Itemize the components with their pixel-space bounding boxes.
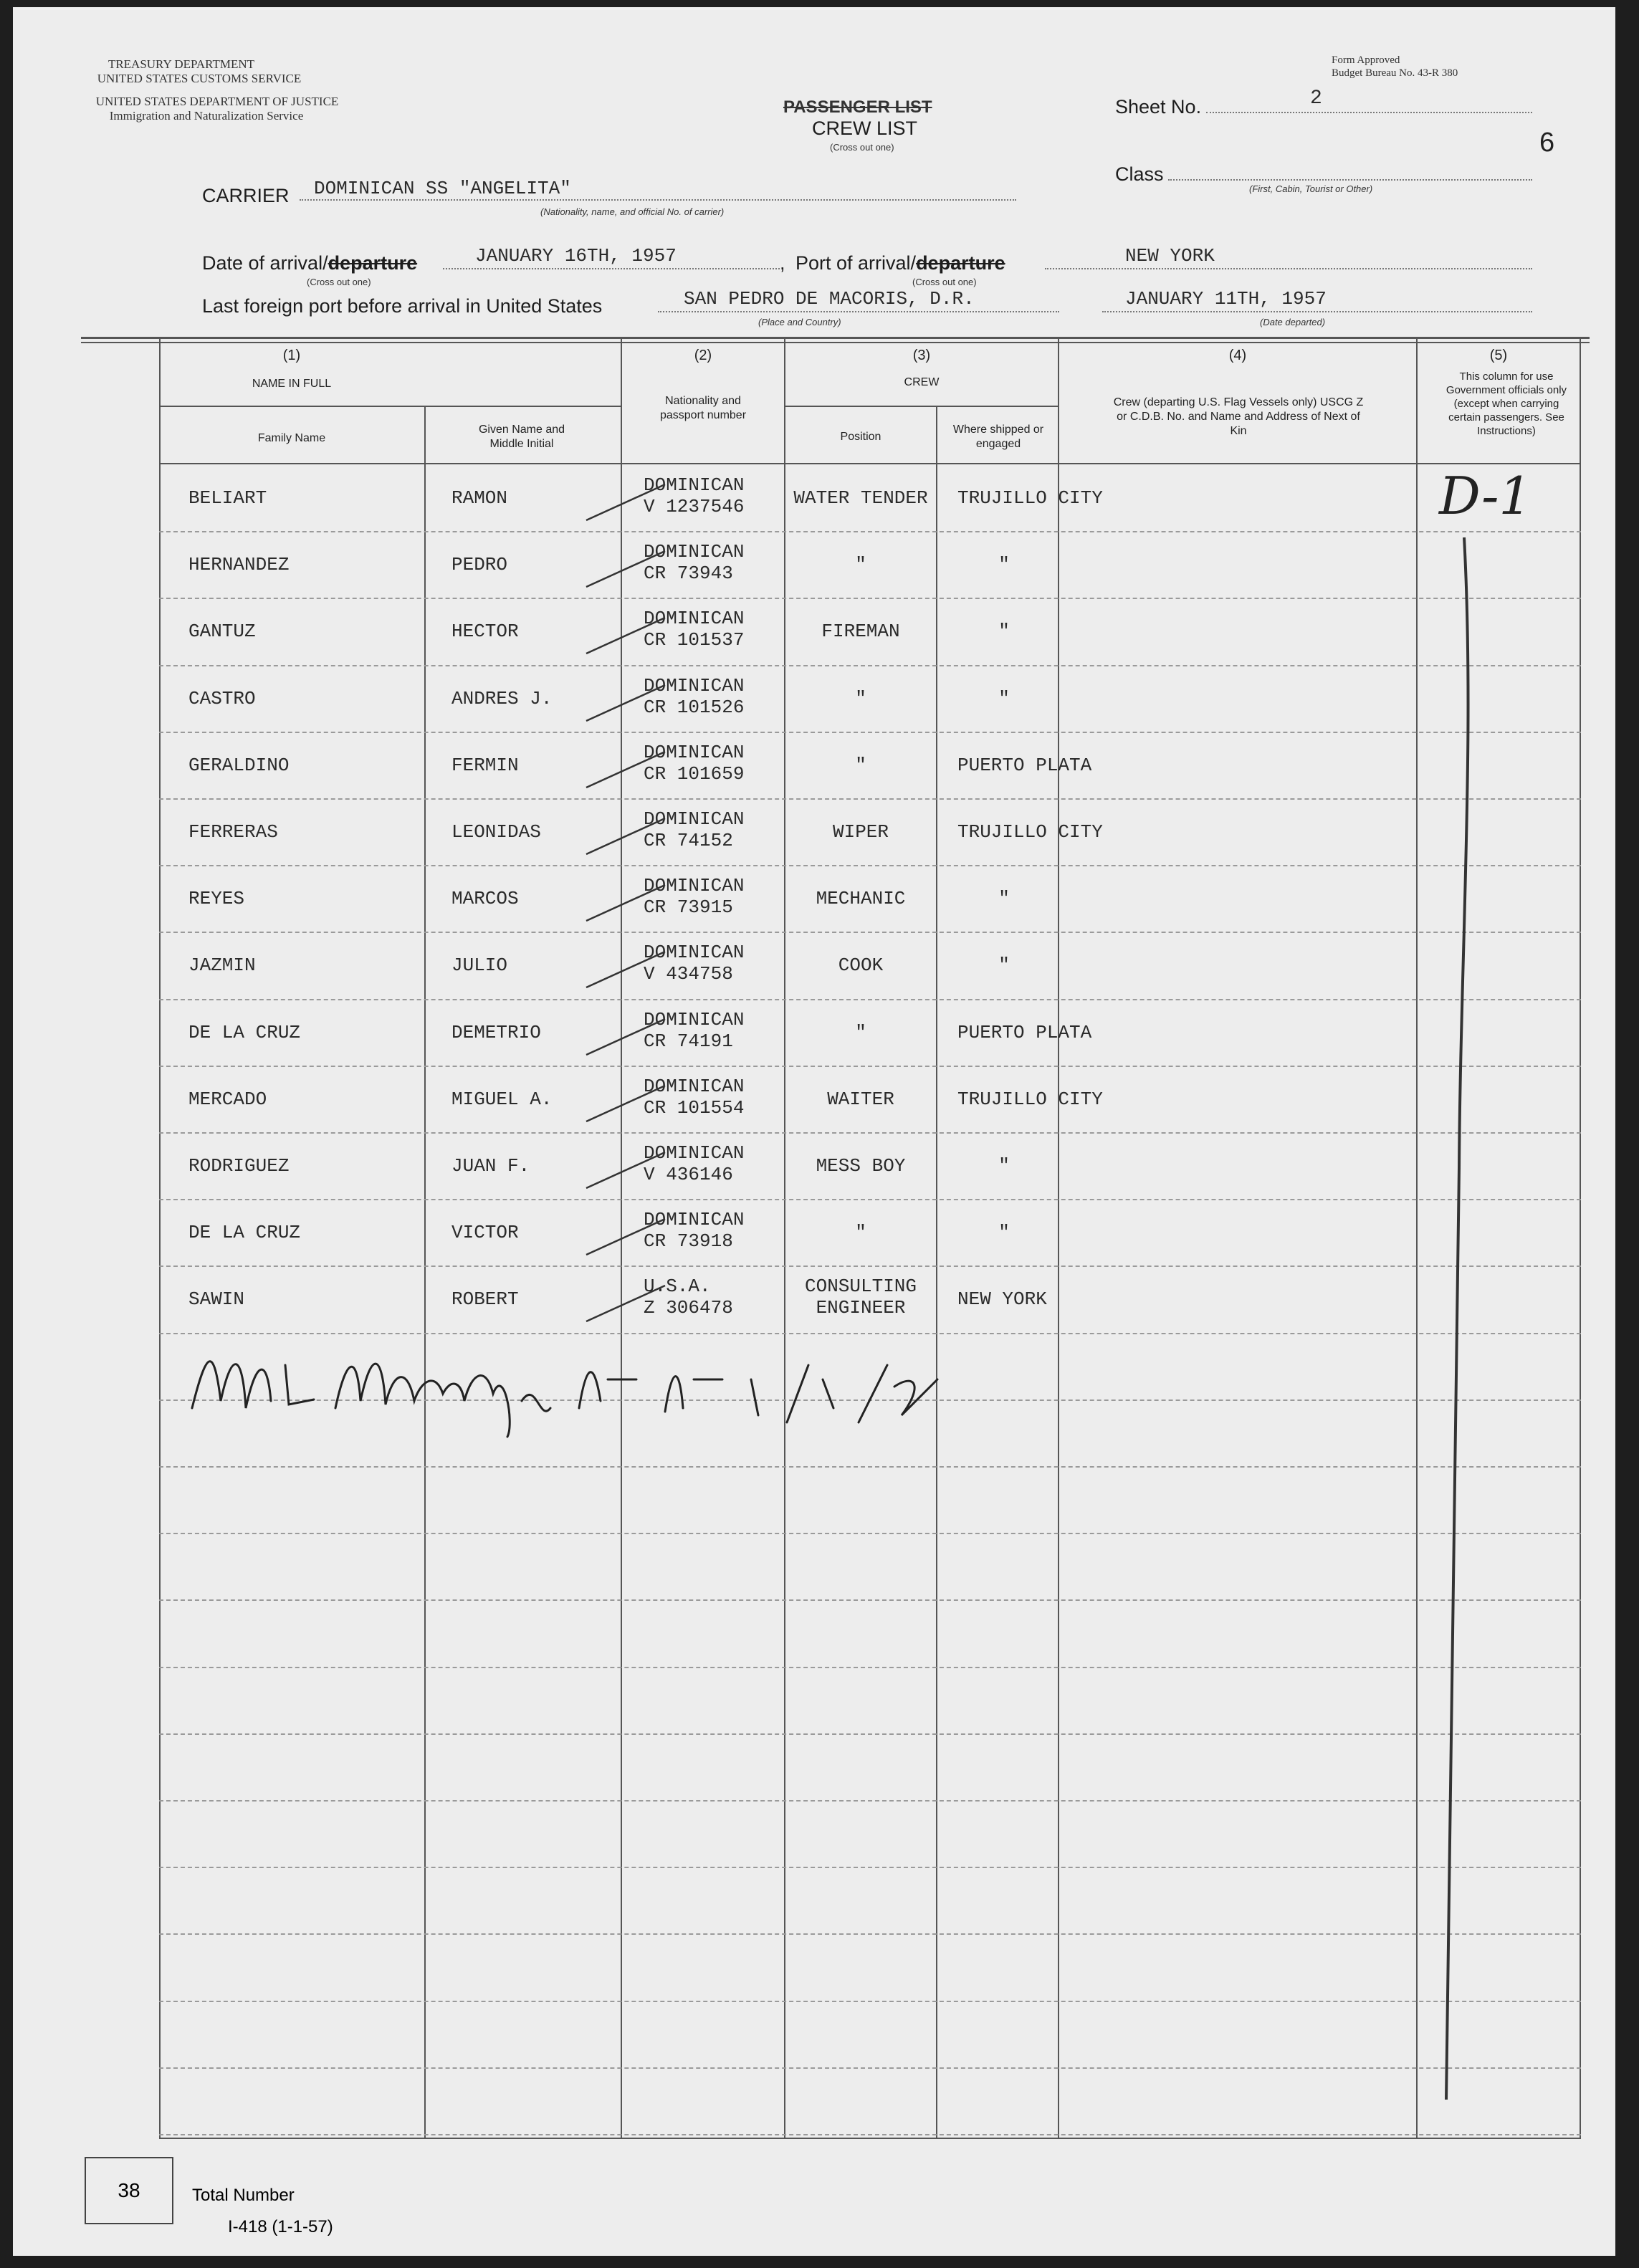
given-name-cell: PEDRO [451,554,508,576]
passport-cell: CR 73918 [644,1230,733,1253]
row-rule [159,1599,1581,1601]
family-name-cell: JAZMIN [188,954,256,977]
row-rule [159,1466,1581,1468]
given-name-cell: RAMON [451,487,508,509]
total-number-label: Total Number [192,2186,295,2205]
col2-title: Nationality and passport number [659,395,747,421]
class-label: Class [1115,163,1164,185]
agency-customs: UNITED STATES CUSTOMS SERVICE [97,72,302,85]
port-note: (Cross out one) [912,277,977,287]
sheet-label: Sheet No. [1115,96,1202,118]
row-rule [159,932,1581,933]
where-shipped-cell: " [998,1155,1010,1177]
check-stroke [572,1078,687,1129]
col3-title: CREW [904,376,940,388]
port-of-arrival-label: Port of arrival/departure [795,252,1005,274]
position-cell: " [855,687,866,709]
nationality-cell: U.S.A. [644,1276,711,1298]
given-name-cell: HECTOR [451,621,519,643]
port-of-arrival-value: NEW YORK [1125,245,1215,267]
family-name-cell: SAWIN [188,1288,245,1311]
col1-title: NAME IN FULL [252,378,332,390]
col4-number: (4) [1228,348,1247,363]
family-name-cell: CASTRO [188,687,256,709]
passenger-list-crossed: PASSENGER LIST [783,97,932,117]
where-shipped-cell: " [998,554,1010,576]
agency-ins: Immigration and Naturalization Service [109,109,304,123]
given-name-cell: MIGUEL A. [451,1088,553,1110]
passport-cell: CR 73915 [644,896,733,919]
list-title: CREW LIST [812,118,918,139]
sheet-number: 2 [1310,87,1322,110]
row-rule [159,865,1581,866]
family-name-cell: REYES [188,888,245,910]
where-shipped-cell: TRUJILLO CITY [957,821,1103,843]
date-departed-value: JANUARY 11TH, 1957 [1125,288,1327,310]
row-rule [159,1667,1581,1668]
given-name-cell: MARCOS [451,888,519,910]
family-name-cell: GANTUZ [188,621,256,643]
class-note: (First, Cabin, Tourist or Other) [1249,183,1373,194]
corner-number: 6 [1539,128,1555,158]
check-stroke [572,1145,687,1195]
col-family-name: Family Name [257,432,326,444]
col4-title: Crew (departing U.S. Flag Vessels only) USCG Z or C.D.B. No. and Name and Address of Next of Kin [1113,396,1364,437]
signature [178,1322,966,1444]
check-stroke [572,678,687,728]
given-name-cell: LEONIDAS [451,821,541,843]
col-where-shipped: Where shipped or engaged [952,424,1044,450]
position-cell: WIPER [832,821,889,843]
row-rule [159,999,1581,1000]
nationality-cell: DOMINICAN [644,608,745,630]
official-mark: D-1 [1439,466,1532,526]
row-rule [159,1533,1581,1534]
family-name-cell: GERALDINO [188,754,290,776]
check-stroke [572,544,687,594]
nationality-cell: DOMINICAN [644,1075,745,1097]
list-title-note: (Cross out one) [830,142,894,153]
form-approved: Form Approved [1332,54,1400,66]
row-rule [159,732,1581,733]
position-cell: FIREMAN [821,621,900,643]
col2-number: (2) [694,348,712,363]
passport-cell: CR 101554 [644,1096,745,1119]
nationality-cell: DOMINICAN [644,741,745,763]
where-shipped-cell: " [998,888,1010,910]
where-shipped-cell: " [998,1222,1010,1244]
date-note: (Cross out one) [307,277,371,287]
carrier-label: CARRIER [202,185,290,206]
where-shipped-cell: PUERTO PLATA [957,1021,1092,1043]
passport-cell: Z 306478 [644,1297,733,1319]
family-name-cell: DE LA CRUZ [188,1222,301,1244]
position-cell: " [855,1021,866,1043]
row-rule [159,1199,1581,1200]
last-foreign-port-value: SAN PEDRO DE MACORIS, D.R. [684,288,975,310]
where-shipped-cell: PUERTO PLATA [957,754,1092,776]
where-shipped-cell: TRUJILLO CITY [957,487,1103,509]
check-stroke [572,1212,687,1262]
passport-cell: V 436146 [644,1164,733,1185]
position-cell: COOK [838,954,884,977]
row-rule [159,531,1581,532]
family-name-cell: FERRERAS [188,821,278,843]
row-rule [159,798,1581,800]
given-name-cell: VICTOR [451,1222,519,1244]
crew-list-form: TREASURY DEPARTMENT UNITED STATES CUSTOMS SERVICE UNITED STATES DEPARTMENT OF JUSTICE Immigration and Naturalization Service Form Approved Budget Bureau No. 43-R 380 PASSENGER LIST CREW LIST (Cross out one) Sheet No. 2 6 Class (First, Cabin, Tourist or Other) CARRIER DOMINICAN SS "ANGELITA" (Nationality, name, and official No. of carrier) Date of arrival/departure JANUARY 16TH, 1957 (Cross out one) , Port of arrival/departure NEW YORK (Cross out one) Last foreign port before arrival in United States SAN PEDRO DE MACORIS, D.R. (Place and Country) JANUARY 11TH, 1957 (Date departed) (1) NAME IN FULL Family Name Given Name and Middle Initial (2) Nationality and passport number (3) CREW Position Where shipped or engaged (4) Crew (departing U.S. Flag Vessels only) USCG Z or C.D.B. No. and Name and Address of Next of Kin (5) This column for use Government officials only (except when carrying certain passengers. See Instructions) BELIART RAMON DOMINICAN V 1237546 WATER TENDER TRUJILLO CITY HERNANDEZ PEDRO DOMINICAN CR 73943 " " GANTUZ HECTOR DOMINICAN CR 101537 FIREMAN " CASTRO ANDRES J. DOMINICAN CR 101526 " " GERALDINO FERMIN DOMINICAN CR 101659 " PUERTO PLATA FERRERAS LEONIDAS DOMINICAN CR 74152 WIPER TRUJILLO CITY REYES MARCOS DOMINICAN CR 73915 MECHANIC " JAZMIN JULIO DOMINICAN V 434758 COOK " DE LA CRUZ DEMETRIO DOMINICAN CR 74191 " PUERTO PLATA MERCADO MIGUEL A. DOMINICAN CR 101554 WAITER TRUJILLO CITY RODRIGUEZ JUAN F. DOMINICAN V 436146 MESS BOY " DE LA CRUZ VICTOR DOMINICAN CR 73918 " " SAWIN ROBERT U.S.A. Z 306478 CONSULTING ENGINEER NEW YORK D-1 38 Total Number I-418 (1-1-57) [13,7,1615,2256]
position-cell: CONSULTING ENGINEER [804,1276,917,1319]
row-rule [159,1265,1581,1267]
nationality-cell: DOMINICAN [644,808,745,830]
form-id: I-418 (1-1-57) [228,2217,333,2236]
check-stroke [572,477,687,527]
passport-cell: V 1237546 [644,496,745,517]
nationality-cell: DOMINICAN [644,674,745,697]
row-rule [159,2067,1581,2069]
where-shipped-cell: " [998,687,1010,709]
row-rule [159,1867,1581,1868]
family-name-cell: BELIART [188,487,267,509]
row-rule [159,1800,1581,1802]
position-cell: MECHANIC [816,888,906,910]
check-stroke [572,944,687,995]
position-cell: WATER TENDER [793,487,928,509]
where-shipped-cell: " [998,954,1010,977]
nationality-cell: DOMINICAN [644,541,745,563]
last-foreign-port-label: Last foreign port before arrival in United States [202,295,603,317]
row-rule [159,598,1581,599]
given-name-cell: ROBERT [451,1288,519,1311]
family-name-cell: DE LA CRUZ [188,1021,301,1043]
row-rule [159,2134,1581,2135]
col3-number: (3) [912,348,931,363]
passport-cell: CR 74191 [644,1030,733,1052]
position-cell: MESS BOY [816,1155,906,1177]
passport-cell: V 434758 [644,963,733,985]
official-bracket-line [1425,523,1511,2128]
given-name-cell: JULIO [451,954,508,977]
check-stroke [572,611,687,661]
col5-number: (5) [1489,348,1508,363]
date-departed-note: (Date departed) [1260,317,1326,327]
row-rule [159,1733,1581,1735]
nationality-cell: DOMINICAN [644,1209,745,1231]
nationality-cell: DOMINICAN [644,875,745,897]
position-cell: " [855,554,866,576]
position-cell: " [855,754,866,776]
col-given-name: Given Name and Middle Initial [478,424,565,450]
total-number-box [85,2157,173,2224]
row-rule [159,1933,1581,1935]
where-shipped-cell: " [998,621,1010,643]
col5-title: This column for use Government officials only (except when carrying certain passengers. See Instructions) [1446,370,1567,437]
place-note: (Place and Country) [758,317,841,327]
passport-cell: CR 74152 [644,830,733,851]
check-stroke [572,811,687,861]
family-name-cell: RODRIGUEZ [188,1155,290,1177]
row-rule [159,2001,1581,2002]
budget-bureau: Budget Bureau No. 43-R 380 [1332,67,1458,79]
check-stroke [572,1012,687,1062]
family-name-cell: HERNANDEZ [188,554,290,576]
row-rule [159,1132,1581,1134]
given-name-cell: JUAN F. [451,1155,530,1177]
nationality-cell: DOMINICAN [644,474,745,496]
given-name-cell: DEMETRIO [451,1021,541,1043]
carrier-note: (Nationality, name, and official No. of carrier) [540,206,725,217]
agency-justice: UNITED STATES DEPARTMENT OF JUSTICE [95,95,339,108]
check-stroke [572,878,687,928]
passport-cell: CR 101526 [644,696,745,718]
total-number-value: 38 [118,2179,140,2201]
row-rule [159,1066,1581,1067]
family-name-cell: MERCADO [188,1088,267,1110]
given-name-cell: ANDRES J. [451,687,553,709]
nationality-cell: DOMINICAN [644,1008,745,1030]
col-position: Position [840,431,881,443]
row-rule [159,665,1581,666]
where-shipped-cell: NEW YORK [957,1288,1047,1311]
position-cell: " [855,1222,866,1244]
carrier-value: DOMINICAN SS "ANGELITA" [314,178,571,199]
date-of-arrival-value: JANUARY 16TH, 1957 [475,245,677,267]
passport-cell: CR 73943 [644,563,733,585]
nationality-cell: DOMINICAN [644,1142,745,1164]
col1-number: (1) [282,348,301,363]
agency-treasury: TREASURY DEPARTMENT [107,57,255,71]
nationality-cell: DOMINICAN [644,942,745,964]
check-stroke [572,745,687,795]
position-cell: WAITER [827,1088,894,1110]
check-stroke [572,1278,687,1329]
passport-cell: CR 101537 [644,629,745,651]
passport-cell: CR 101659 [644,762,745,785]
given-name-cell: FERMIN [451,754,519,776]
date-of-arrival-label: Date of arrival/departure [202,252,418,274]
where-shipped-cell: TRUJILLO CITY [957,1088,1103,1110]
